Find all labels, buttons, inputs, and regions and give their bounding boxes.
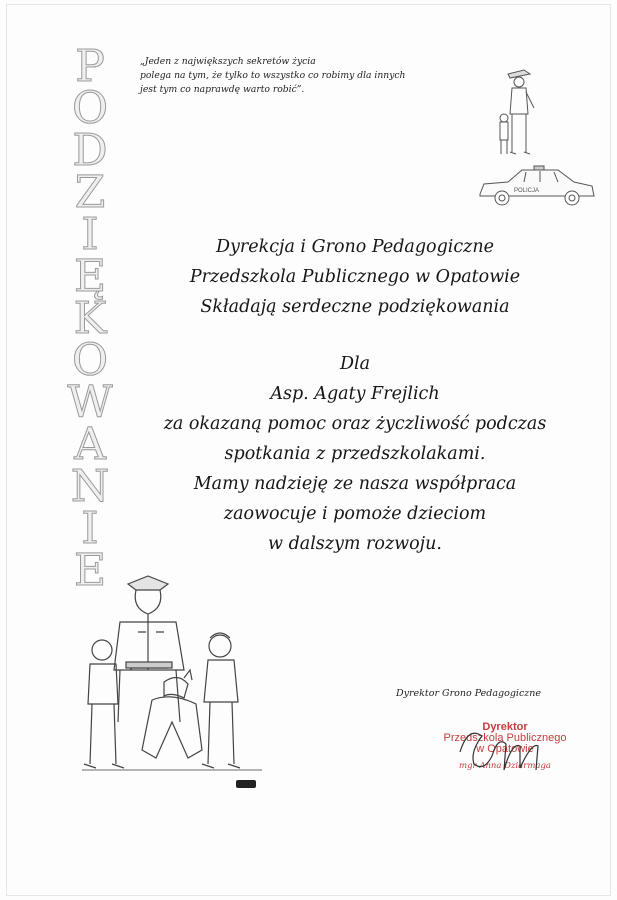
police-group-illustration: [72, 572, 272, 782]
quote-line: jest tym co naprawdę warto robić”.: [140, 84, 305, 95]
body-line: w dalszym rozwoju.: [268, 534, 442, 554]
title-letter: W: [67, 377, 113, 428]
stamp-name: mgr Anna Dziarmaga: [459, 761, 551, 771]
publisher-mark: [236, 780, 256, 788]
signature-label: Dyrektor Grono Pedagogiczne: [396, 688, 542, 699]
heading-line: Dyrekcja i Grono Pedagogiczne: [215, 237, 495, 257]
title-letter: Z: [74, 167, 106, 218]
stamp-institution: Przedszkola Publicznego: [443, 732, 567, 744]
title-letter: O: [71, 335, 109, 386]
quote-line: polega na tym, że tylko to wszystko co robimy dla innych: [140, 70, 406, 81]
heading-line: Przedszkola Publicznego w Opatowie: [189, 267, 521, 287]
title-letter: E: [73, 545, 107, 596]
stamp-title: Dyrektor: [482, 721, 528, 733]
body-line: spotkania z przedszkolakami.: [224, 444, 486, 464]
police-car-illustration: [474, 162, 600, 210]
title-letter: I: [81, 503, 99, 554]
handwritten-signature: [440, 712, 580, 782]
vertical-title: [66, 41, 114, 596]
body-line: za okazaną pomoc oraz życzliwość podczas: [163, 414, 547, 434]
main-text: [120, 232, 590, 559]
heading-line: Składają serdeczne podziękowania: [200, 297, 510, 317]
title-letter: A: [74, 419, 106, 470]
car-label: POLICJA: [514, 188, 540, 194]
recipient-name: Asp. Agaty Frejlich: [270, 384, 440, 404]
title-letter: K: [73, 293, 107, 344]
title-letter: O: [71, 83, 109, 134]
title-letter: P: [75, 41, 105, 92]
title-letter: I: [81, 209, 99, 260]
stamp-location: w Opatowie: [476, 743, 534, 755]
title-letter: N: [70, 461, 110, 512]
quote-line: „Jeden z największych sekretów życia: [140, 56, 316, 67]
policeman-child-illustration: [490, 62, 550, 162]
body-line: Mamy nadzieję ze nasza współpraca: [193, 474, 517, 494]
dla-line: Dla: [339, 354, 371, 374]
title-letter: D: [72, 125, 108, 176]
title-letter: Ę: [73, 251, 107, 302]
body-line: zaowocuje i pomoże dzieciom: [223, 504, 487, 524]
quote-block: [140, 55, 430, 97]
